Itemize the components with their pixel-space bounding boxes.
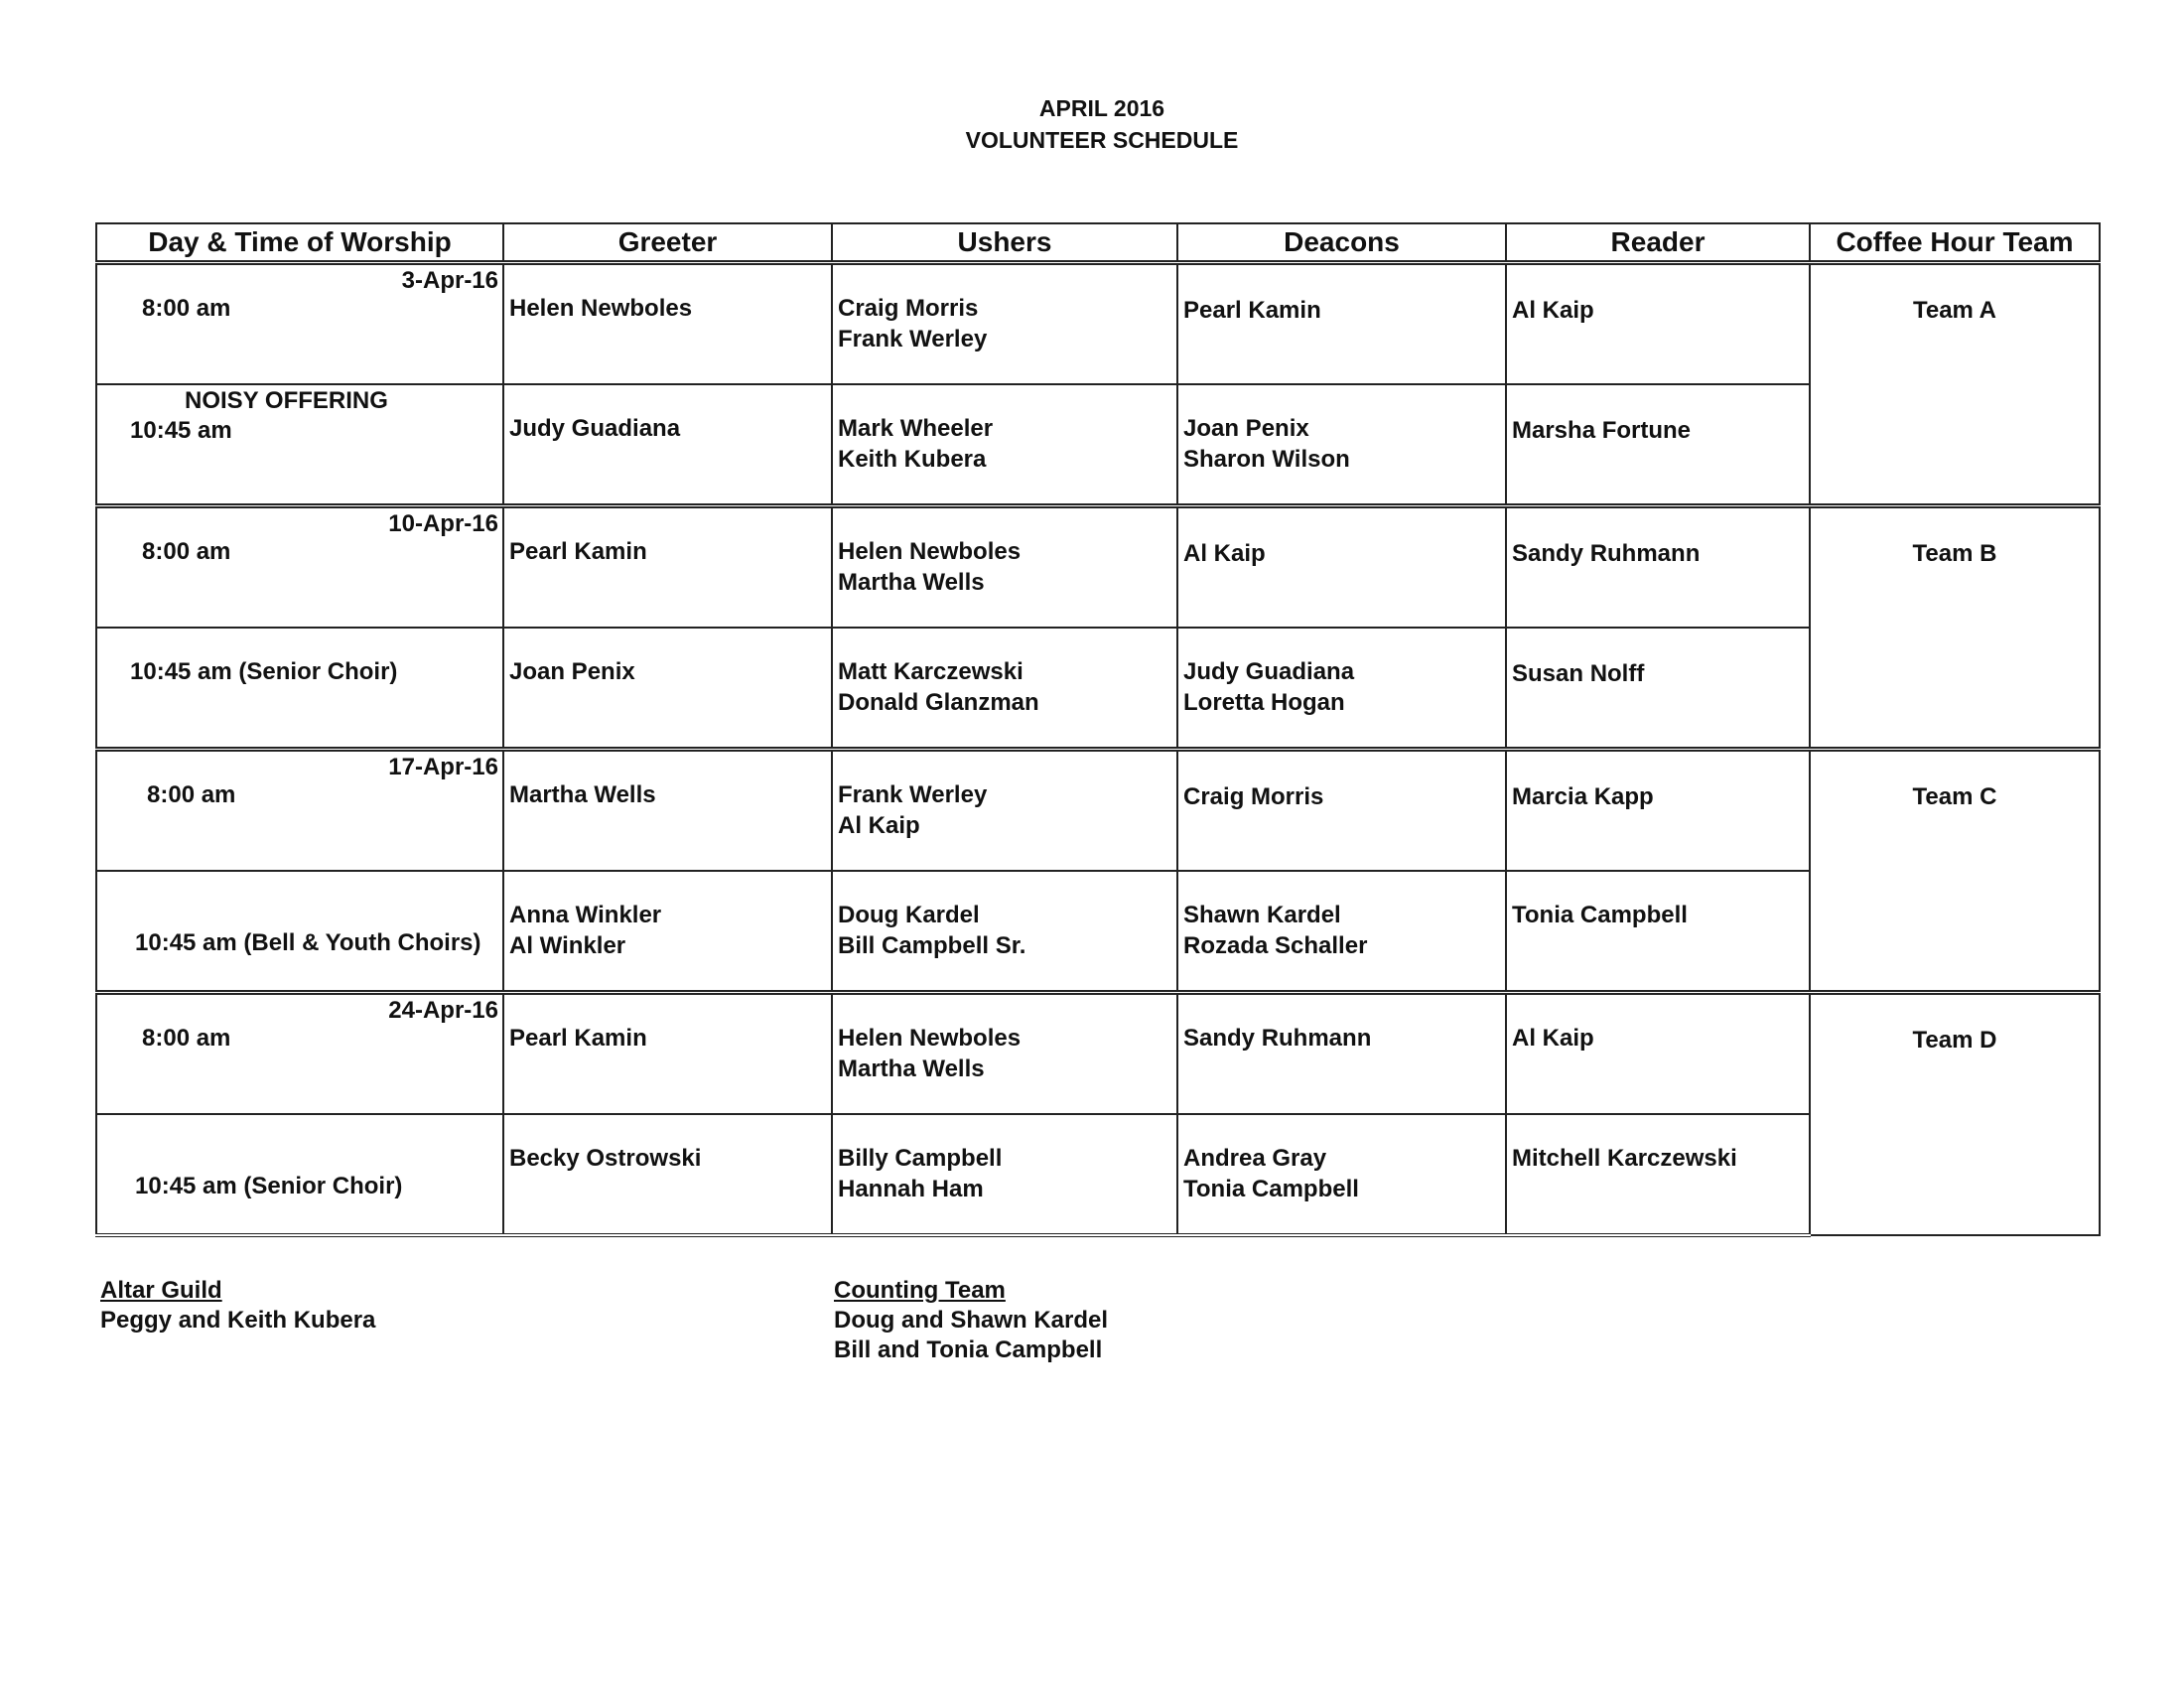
volunteer-name: Anna Winkler xyxy=(509,902,662,928)
greeter-cell xyxy=(503,628,832,750)
table-row xyxy=(96,506,2100,629)
ushers-cell xyxy=(832,750,1177,872)
reader-cell xyxy=(1506,750,1810,872)
column-header: Coffee Hour Team xyxy=(1810,223,2100,263)
volunteer-name: Tonia Campbell xyxy=(1512,902,1688,928)
volunteer-name: Rozada Schaller xyxy=(1183,932,1368,959)
table-row xyxy=(96,384,2100,506)
volunteer-name: Becky Ostrowski xyxy=(509,1145,702,1172)
volunteer-name: Andrea Gray xyxy=(1183,1145,1327,1172)
volunteer-name: Tonia Campbell xyxy=(1183,1176,1359,1202)
volunteer-name: Pearl Kamin xyxy=(509,1025,647,1052)
service-time: 10:45 am (Bell & Youth Choirs) xyxy=(135,929,481,956)
ushers-cell xyxy=(832,1114,1177,1235)
volunteer-name: Joan Penix xyxy=(509,658,635,685)
volunteer-name: Al Kaip xyxy=(1512,297,1594,324)
coffee-team: Team C xyxy=(1912,783,1997,810)
deacons-cell xyxy=(1177,628,1506,750)
day-time-cell xyxy=(96,993,503,1115)
day-time-cell xyxy=(96,384,503,506)
service-date: 3-Apr-16 xyxy=(401,267,498,294)
greeter-cell xyxy=(503,750,832,872)
reader-cell xyxy=(1506,1114,1810,1235)
ushers-cell xyxy=(832,993,1177,1115)
volunteer-name: Martha Wells xyxy=(838,569,985,596)
day-time-cell xyxy=(96,263,503,385)
altar-guild-heading: Altar Guild xyxy=(100,1277,222,1304)
volunteer-name: Marcia Kapp xyxy=(1512,783,1654,810)
volunteer-name: Joan Penix xyxy=(1183,415,1309,442)
altar-guild-section xyxy=(100,1276,375,1336)
reader-cell xyxy=(1506,263,1810,385)
volunteer-name: Bill Campbell Sr. xyxy=(838,932,1026,959)
volunteer-schedule-table xyxy=(95,222,2101,1237)
volunteer-name: Craig Morris xyxy=(1183,783,1324,810)
volunteer-name: Susan Nolff xyxy=(1512,660,1645,687)
volunteer-name: Shawn Kardel xyxy=(1183,902,1341,928)
reader-cell xyxy=(1506,871,1810,993)
volunteer-name: Al Kaip xyxy=(1512,1025,1594,1052)
ushers-cell xyxy=(832,506,1177,629)
volunteer-name: Craig Morris xyxy=(838,295,979,322)
volunteer-name: Doug Kardel xyxy=(838,902,980,928)
service-time: 8:00 am xyxy=(147,781,236,808)
deacons-cell xyxy=(1177,1114,1506,1235)
volunteer-name: Matt Karczewski xyxy=(838,658,1024,685)
column-header: Ushers xyxy=(832,223,1177,263)
volunteer-name: Sandy Ruhmann xyxy=(1183,1025,1372,1052)
volunteer-name: Marsha Fortune xyxy=(1512,417,1692,444)
table-row xyxy=(96,263,2100,385)
service-date: 10-Apr-16 xyxy=(388,510,498,537)
volunteer-name: Keith Kubera xyxy=(838,446,987,473)
column-header: Reader xyxy=(1506,223,1810,263)
greeter-cell xyxy=(503,263,832,385)
deacons-cell xyxy=(1177,871,1506,993)
coffee-team-cell xyxy=(1810,993,2100,1236)
reader-cell xyxy=(1506,384,1810,506)
service-time: 8:00 am xyxy=(142,538,231,565)
volunteer-name: Frank Werley xyxy=(838,326,988,352)
day-time-cell xyxy=(96,1114,503,1235)
volunteer-name: Mark Wheeler xyxy=(838,415,994,442)
table-row xyxy=(96,993,2100,1115)
day-time-cell xyxy=(96,628,503,750)
volunteer-name: Martha Wells xyxy=(838,1055,985,1082)
service-note: NOISY OFFERING xyxy=(185,387,388,414)
page-title: APRIL 2016 xyxy=(1038,95,1165,121)
deacons-cell xyxy=(1177,263,1506,385)
deacons-cell xyxy=(1177,506,1506,629)
volunteer-name: Al Kaip xyxy=(838,812,920,839)
ushers-cell xyxy=(832,263,1177,385)
counting-team-line: Bill and Tonia Campbell xyxy=(834,1336,1103,1363)
service-date: 17-Apr-16 xyxy=(388,754,498,780)
service-date: 24-Apr-16 xyxy=(388,997,498,1024)
service-time: 8:00 am xyxy=(142,295,231,322)
counting-team-section xyxy=(834,1276,1108,1365)
reader-cell xyxy=(1506,993,1810,1115)
coffee-team-cell xyxy=(1810,506,2100,750)
column-header: Greeter xyxy=(503,223,832,263)
counting-team-line: Doug and Shawn Kardel xyxy=(834,1307,1109,1334)
table-row xyxy=(96,871,2100,993)
service-time: 10:45 am (Senior Choir) xyxy=(130,658,398,685)
greeter-cell xyxy=(503,1114,832,1235)
coffee-team-cell xyxy=(1810,263,2100,506)
volunteer-name: Pearl Kamin xyxy=(1183,297,1321,324)
coffee-team: Team D xyxy=(1912,1027,1997,1054)
table-row xyxy=(96,628,2100,750)
volunteer-name: Frank Werley xyxy=(838,781,988,808)
table-row xyxy=(96,750,2100,872)
greeter-cell xyxy=(503,993,832,1115)
volunteer-name: Helen Newboles xyxy=(838,1025,1022,1052)
service-time: 10:45 am xyxy=(130,417,232,444)
greeter-cell xyxy=(503,506,832,629)
volunteer-name: Al Winkler xyxy=(509,932,626,959)
coffee-team: Team A xyxy=(1912,297,1997,324)
column-header: Day & Time of Worship xyxy=(96,223,503,263)
day-time-cell xyxy=(96,871,503,993)
volunteer-name: Donald Glanzman xyxy=(838,689,1039,716)
greeter-cell xyxy=(503,384,832,506)
day-time-cell xyxy=(96,506,503,629)
volunteer-name: Loretta Hogan xyxy=(1183,689,1345,716)
counting-team-heading: Counting Team xyxy=(834,1277,1006,1304)
volunteer-name: Helen Newboles xyxy=(838,538,1022,565)
greeter-cell xyxy=(503,871,832,993)
reader-cell xyxy=(1506,506,1810,629)
table-header-row xyxy=(96,223,2100,263)
page-subtitle: VOLUNTEER SCHEDULE xyxy=(965,127,1239,153)
coffee-team-cell xyxy=(1810,750,2100,993)
altar-guild-line: Peggy and Keith Kubera xyxy=(100,1307,376,1334)
volunteer-name: Al Kaip xyxy=(1183,540,1266,567)
day-time-cell xyxy=(96,750,503,872)
ushers-cell xyxy=(832,628,1177,750)
volunteer-name: Judy Guadiana xyxy=(1183,658,1355,685)
volunteer-name: Martha Wells xyxy=(509,781,656,808)
volunteer-name: Judy Guadiana xyxy=(509,415,681,442)
table-row xyxy=(96,1114,2100,1235)
volunteer-name: Sharon Wilson xyxy=(1183,446,1350,473)
column-header: Deacons xyxy=(1177,223,1506,263)
service-time: 10:45 am (Senior Choir) xyxy=(135,1173,403,1199)
volunteer-name: Pearl Kamin xyxy=(509,538,647,565)
reader-cell xyxy=(1506,628,1810,750)
volunteer-name: Mitchell Karczewski xyxy=(1512,1145,1737,1172)
ushers-cell xyxy=(832,384,1177,506)
deacons-cell xyxy=(1177,750,1506,872)
volunteer-name: Hannah Ham xyxy=(838,1176,984,1202)
coffee-team: Team B xyxy=(1912,540,1997,567)
ushers-cell xyxy=(832,871,1177,993)
volunteer-name: Sandy Ruhmann xyxy=(1512,540,1701,567)
volunteer-name: Helen Newboles xyxy=(509,295,693,322)
volunteer-name: Billy Campbell xyxy=(838,1145,1003,1172)
deacons-cell xyxy=(1177,384,1506,506)
deacons-cell xyxy=(1177,993,1506,1115)
service-time: 8:00 am xyxy=(142,1025,231,1052)
